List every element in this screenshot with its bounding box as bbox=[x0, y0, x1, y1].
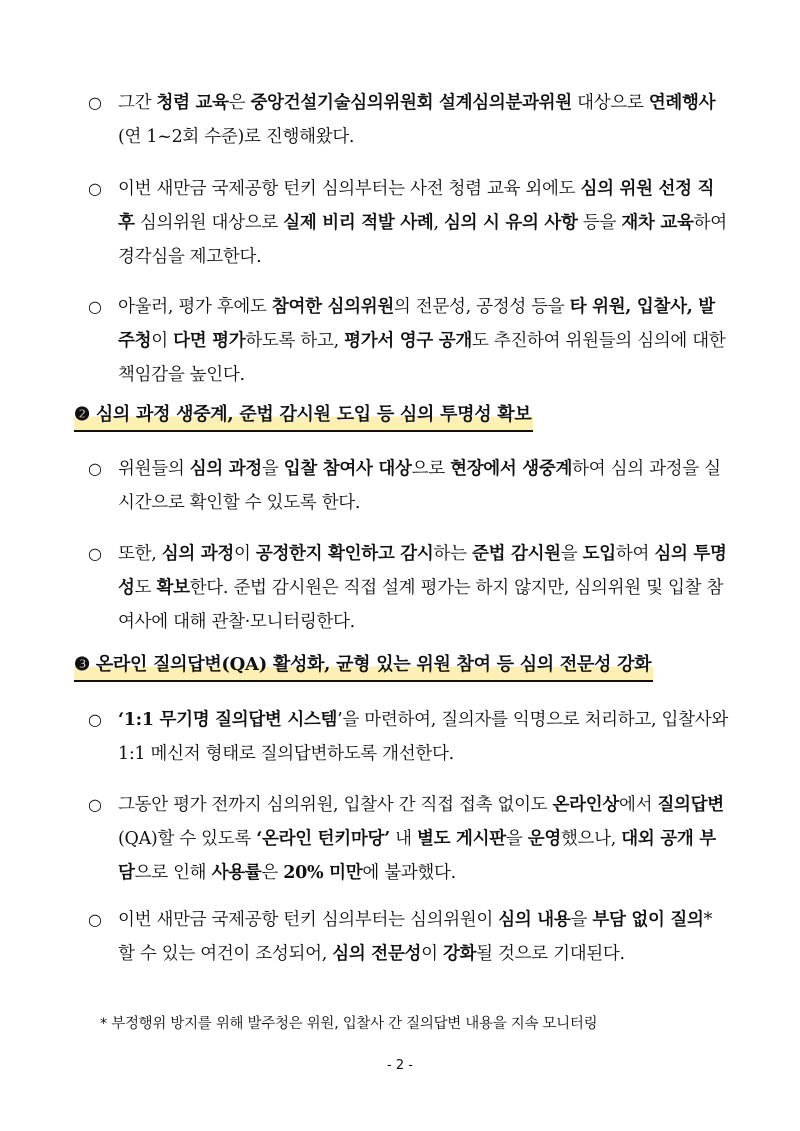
heading-text: 온라인 질의답변(QA) 활성화, 균형 있는 위원 참여 등 심의 전문성 강화 bbox=[95, 654, 652, 675]
section-heading-expertise bbox=[74, 650, 653, 682]
paragraph-text: ‘1:1 무기명 질의답변 시스템’을 마련하여, 질의자를 익명으로 처리하고, 입찰사와 1:1 메신저 형태로 질의답변하도록 개선한다. bbox=[118, 710, 728, 764]
paragraph-text: 아울러, 평가 후에도 참여한 심의위원의 전문성, 공정성 등을 타 위원, 입찰사, 발주청이 다면 평가하도록 하고, 평가서 영구 공개도 추진하여 위원들의 심의에 대한 책임감을 높인다. bbox=[118, 297, 726, 385]
bullet-circle: ○ bbox=[88, 710, 102, 729]
paragraph-text: 그동안 평가 전까지 심의위원, 입찰사 간 직접 접촉 없이도 온라인상에서 질의답변(QA)할 수 있도록 ‘온라인 턴키마당’ 내 별도 게시판을 운영했으나, 대외 공개 부담으로 인해 사용률은 20% 미만에 불과했다. bbox=[118, 795, 724, 883]
bullet-circle: ○ bbox=[88, 93, 102, 112]
paragraph-compliance-monitor bbox=[88, 537, 728, 639]
paragraph-text: 위원들의 심의 과정을 입찰 참여사 대상으로 현장에서 생중계하여 심의 과정을 실시간으로 확인할 수 있도록 한다. bbox=[118, 459, 721, 513]
bullet-circle: ○ bbox=[88, 795, 102, 814]
bullet-circle: ○ bbox=[88, 910, 102, 929]
paragraph-text: 그간 청렴 교육은 중앙건설기술심의위원회 설계심의분과위원 대상으로 연례행사(연 1~2회 수준)로 진행해왔다. bbox=[118, 93, 716, 147]
paragraph-re-education bbox=[88, 172, 728, 274]
paragraph-text: 이번 새만금 국제공항 턴키 심의부터는 심의위원이 심의 내용을 부담 없이 질의*할 수 있는 여건이 조성되어, 심의 전문성이 강화될 것으로 기대된다. bbox=[118, 910, 713, 964]
paragraph-anonymous-qa bbox=[88, 703, 728, 771]
paragraph-live-broadcast bbox=[88, 452, 728, 520]
heading-number: ❸ bbox=[74, 654, 90, 675]
bullet-circle: ○ bbox=[88, 297, 102, 316]
heading-number: ❷ bbox=[74, 404, 90, 425]
paragraph-education-history bbox=[88, 86, 728, 154]
heading-text: 심의 과정 생중계, 준법 감시원 도입 등 심의 투명성 확보 bbox=[95, 404, 532, 425]
page-number: - 2 - bbox=[387, 1058, 413, 1073]
paragraph-multi-evaluation bbox=[88, 290, 728, 392]
bullet-circle: ○ bbox=[88, 179, 102, 198]
bullet-circle: ○ bbox=[88, 459, 102, 478]
paragraph-online-board bbox=[88, 788, 728, 890]
footnote: * 부정행위 방지를 위해 발주청은 위원, 입찰사 간 질의답변 내용을 지속 모니터링 bbox=[100, 1016, 598, 1032]
bullet-circle: ○ bbox=[88, 544, 102, 563]
section-heading-transparency bbox=[74, 400, 533, 432]
paragraph-expertise-expectation bbox=[88, 903, 728, 971]
paragraph-text: 또한, 심의 과정이 공정한지 확인하고 감시하는 준법 감시원을 도입하여 심의 투명성도 확보한다. 준법 감시원은 직접 설계 평가는 하지 않지만, 심의위원 및 입찰 참여사에 대해 관찰·모니터링한다. bbox=[118, 544, 727, 632]
paragraph-text: 이번 새만금 국제공항 턴키 심의부터는 사전 청렴 교육 외에도 심의 위원 선정 직후 심의위원 대상으로 실제 비리 적발 사례, 심의 시 유의 사항 등을 재차 교육하여 경각심을 제고한다. bbox=[118, 179, 727, 267]
